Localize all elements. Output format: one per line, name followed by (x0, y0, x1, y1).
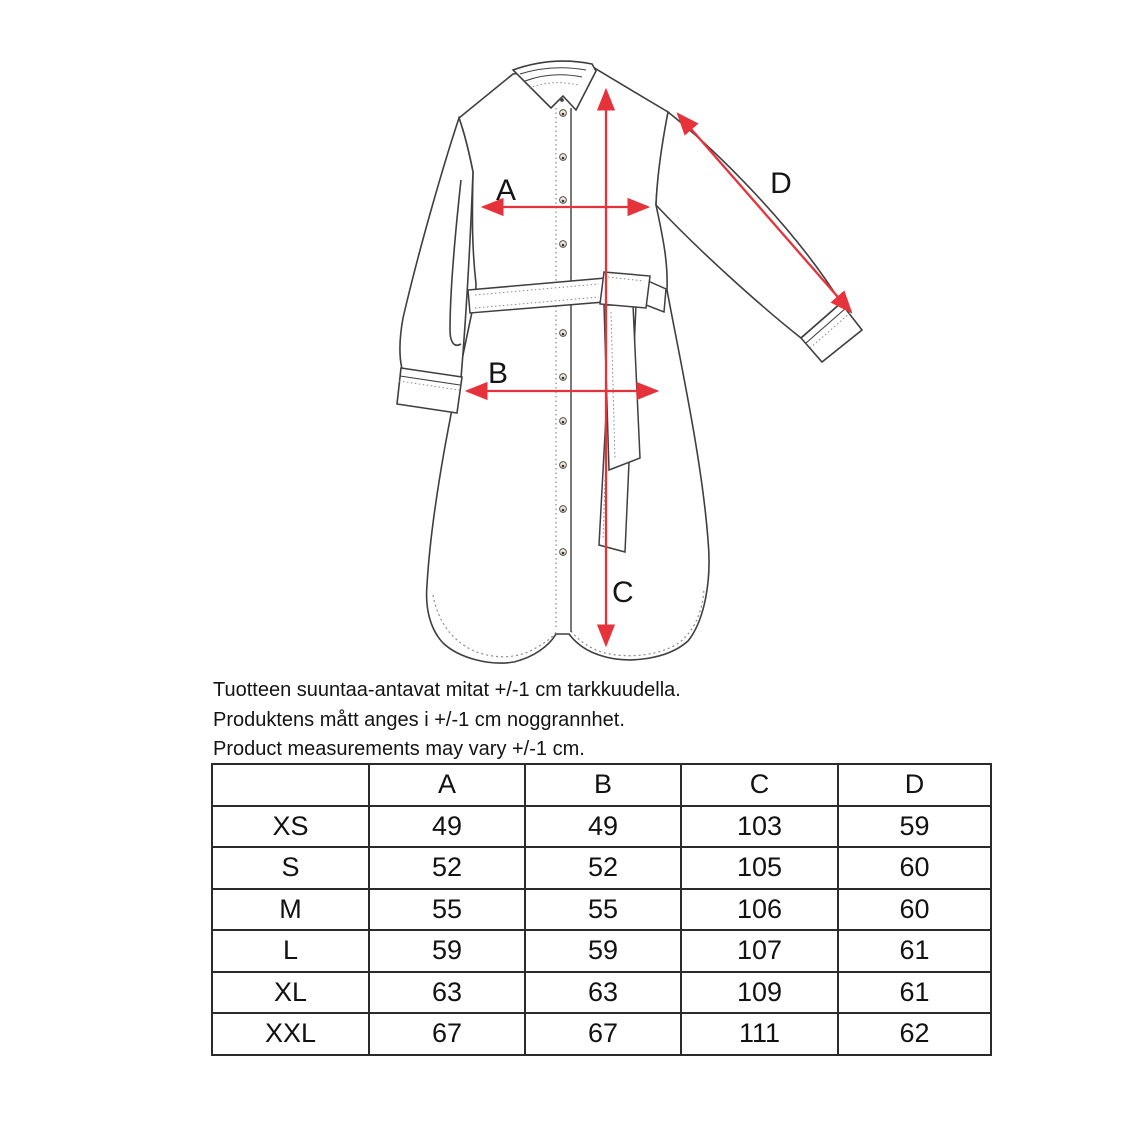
arrow-label-c: C (612, 576, 634, 609)
cell-b: 63 (525, 972, 681, 1014)
cell-b: 67 (525, 1013, 681, 1055)
size-label: XS (212, 806, 369, 848)
table-row-m (212, 889, 991, 931)
header-d: D (838, 764, 991, 806)
cell-d: 61 (838, 930, 991, 972)
cell-c: 103 (681, 806, 838, 848)
size-label: XXL (212, 1013, 369, 1055)
table-row-xxl (212, 1013, 991, 1055)
note-english: Product measurements may vary +/-1 cm. (213, 738, 585, 760)
tolerance-notes (213, 676, 973, 765)
size-label: M (212, 889, 369, 931)
size-table (211, 763, 992, 1056)
cell-c: 111 (681, 1013, 838, 1055)
arrow-label-a: A (495, 174, 517, 207)
header-size (212, 764, 369, 806)
cell-d: 60 (838, 889, 991, 931)
cell-d: 62 (838, 1013, 991, 1055)
cell-a: 59 (369, 930, 525, 972)
cell-c: 109 (681, 972, 838, 1014)
table-row-l (212, 930, 991, 972)
cell-b: 59 (525, 930, 681, 972)
cell-d: 59 (838, 806, 991, 848)
size-label: L (212, 930, 369, 972)
header-b: B (525, 764, 681, 806)
arrow-label-d: D (770, 167, 792, 200)
cell-c: 107 (681, 930, 838, 972)
left-sleeve (397, 118, 473, 413)
cell-d: 61 (838, 972, 991, 1014)
note-finnish: Tuotteen suuntaa-antavat mitat +/-1 cm tarkkuudella. (213, 679, 681, 701)
cell-b: 55 (525, 889, 681, 931)
cell-a: 55 (369, 889, 525, 931)
cell-a: 52 (369, 847, 525, 889)
cell-b: 49 (525, 806, 681, 848)
size-label: S (212, 847, 369, 889)
header-c: C (681, 764, 838, 806)
cell-d: 60 (838, 847, 991, 889)
right-sleeve (656, 112, 862, 362)
table-row-xs (212, 806, 991, 848)
header-a: A (369, 764, 525, 806)
cell-a: 49 (369, 806, 525, 848)
cell-c: 106 (681, 889, 838, 931)
arrow-label-b: B (487, 357, 509, 390)
cell-b: 52 (525, 847, 681, 889)
table-row-xl (212, 972, 991, 1014)
size-label: XL (212, 972, 369, 1014)
size-table-header-row (212, 764, 991, 806)
cell-a: 67 (369, 1013, 525, 1055)
note-swedish: Produktens mått anges i +/-1 cm noggrannhet. (213, 708, 625, 731)
cell-a: 63 (369, 972, 525, 1014)
table-row-s (212, 847, 991, 889)
cell-c: 105 (681, 847, 838, 889)
